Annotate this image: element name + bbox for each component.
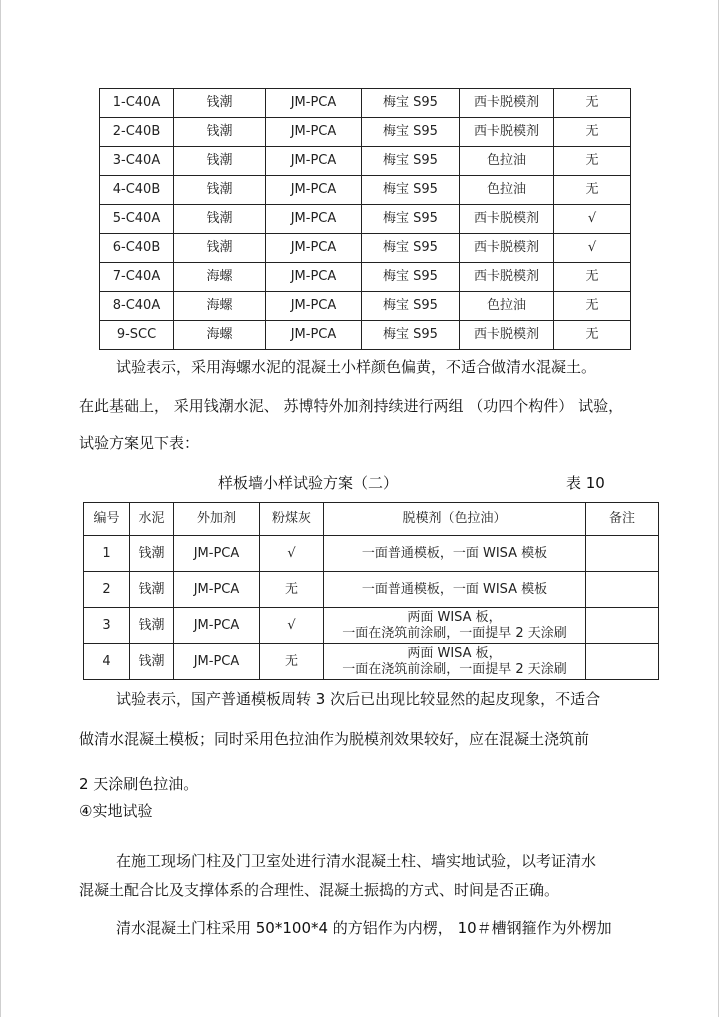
header-cell: 脱模剂（色拉油） [324, 503, 586, 536]
header-cell: 外加剂 [174, 503, 260, 536]
paragraph-result-1: 试验表示，采用海螺水泥的混凝土小样颜色偏黄，不适合做清水混凝土。 [116, 358, 597, 376]
concrete-sample-table [99, 88, 631, 350]
table-row: 9-SCC 海螺 JM-PCA 梅宝 S95 西卡脱模剂 无 [100, 321, 631, 350]
paragraph-plan-intro: 试验方案见下表： [79, 434, 200, 452]
table-row: 4-C40B 钱潮 JM-PCA 梅宝 S95 色拉油 无 [100, 176, 631, 205]
table-row: 8-C40A 海螺 JM-PCA 梅宝 S95 色拉油 无 [100, 292, 631, 321]
paragraph-result-2: 试验表示，国产普通模板周转 3 次后已出现比较显然的起皮现象，不适合 [116, 690, 601, 708]
paragraph-field-test: 在施工现场门柱及门卫室处进行清水混凝土柱、墙实地试验，以考证清水 [116, 852, 597, 870]
table-row: 5-C40A 钱潮 JM-PCA 梅宝 S95 西卡脱模剂 √ [100, 205, 631, 234]
paragraph-field-test-b: 混凝土配合比及支撑体系的合理性、混凝土振捣的方式、时间是否正确。 [79, 881, 560, 899]
paragraph-result-2b: 做清水混凝土模板；同时采用色拉油作为脱模剂效果较好，应在混凝土浇筑前 [79, 730, 590, 748]
table-row: 2 钱潮 JM-PCA 无 一面普通模板，一面 WISA 模板 [84, 572, 659, 608]
table-header-row [84, 503, 659, 536]
table-row: 2-C40B 钱潮 JM-PCA 梅宝 S95 西卡脱模剂 无 [100, 118, 631, 147]
section-heading: ④实地试验 [79, 802, 153, 820]
paragraph-result-2c: 2 天涂刷色拉油。 [79, 775, 199, 793]
header-cell: 编号 [84, 503, 130, 536]
header-cell: 水泥 [130, 503, 174, 536]
header-cell: 粉煤灰 [260, 503, 324, 536]
table-row: 7-C40A 海螺 JM-PCA 梅宝 S95 西卡脱模剂 无 [100, 263, 631, 292]
table-label: 表 10 [566, 474, 605, 492]
table-title: 样板墙小样试验方案（二） [218, 474, 399, 492]
table-row: 4 钱潮 JM-PCA 无 两面 WISA 板， 一面在浇筑前涂刷，一面提早 2 天涂刷 [84, 644, 659, 680]
sample-plan-table [83, 502, 659, 680]
paragraph-continue: 在此基础上， 采用钱潮水泥、 苏博特外加剂持续进行两组 （功四个构件） 试验， [79, 397, 624, 415]
table-row: 3 钱潮 JM-PCA √ 两面 WISA 板， 一面在浇筑前涂刷，一面提早 2 天涂刷 [84, 608, 659, 644]
table-row: 1 钱潮 JM-PCA √ 一面普通模板，一面 WISA 模板 [84, 536, 659, 572]
header-cell: 备注 [586, 503, 659, 536]
table-row: 1-C40A 钱潮 JM-PCA 梅宝 S95 西卡脱模剂 无 [100, 89, 631, 118]
paragraph-column-formwork: 清水混凝土门柱采用 50*100*4 的方铝作为内楞， 10＃槽钢箍作为外楞加 [116, 919, 612, 937]
table-row: 6-C40B 钱潮 JM-PCA 梅宝 S95 西卡脱模剂 √ [100, 234, 631, 263]
table-row: 3-C40A 钱潮 JM-PCA 梅宝 S95 色拉油 无 [100, 147, 631, 176]
